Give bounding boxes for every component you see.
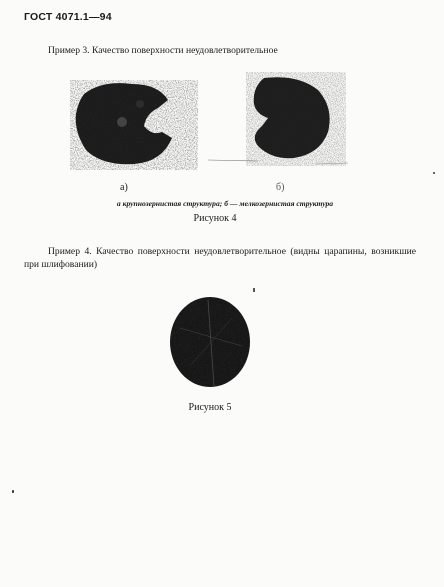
document-header: ГОСТ 4071.1—94 — [24, 11, 112, 23]
figure-4b-label: б) — [276, 182, 285, 193]
figure-4-title: Рисунок 4 — [193, 213, 237, 224]
legend-b-marker: б — — [224, 199, 238, 208]
figure-5-photo — [160, 288, 270, 392]
figure-5-title: Рисунок 5 — [188, 402, 232, 413]
example-4-paragraph: Пример 4. Качество поверхности неудовлетворительное (видны царапины, возникшие при шлифовании) — [24, 246, 416, 270]
legend-a-marker: а — [116, 199, 121, 208]
scan-speck — [12, 490, 14, 493]
scan-speck — [433, 172, 435, 174]
legend-b-text: мелкозернистая структура — [239, 199, 334, 208]
legend-a-text: крупнозернистая структура; — [122, 199, 223, 208]
figure-4a-photo — [62, 74, 202, 174]
example-3-paragraph: Пример 3. Качество поверхности неудовлетворительное — [48, 45, 278, 56]
figure-4b-photo — [206, 70, 350, 170]
figure-4a-label: а) — [120, 182, 128, 193]
figure-4-legend — [60, 199, 390, 208]
